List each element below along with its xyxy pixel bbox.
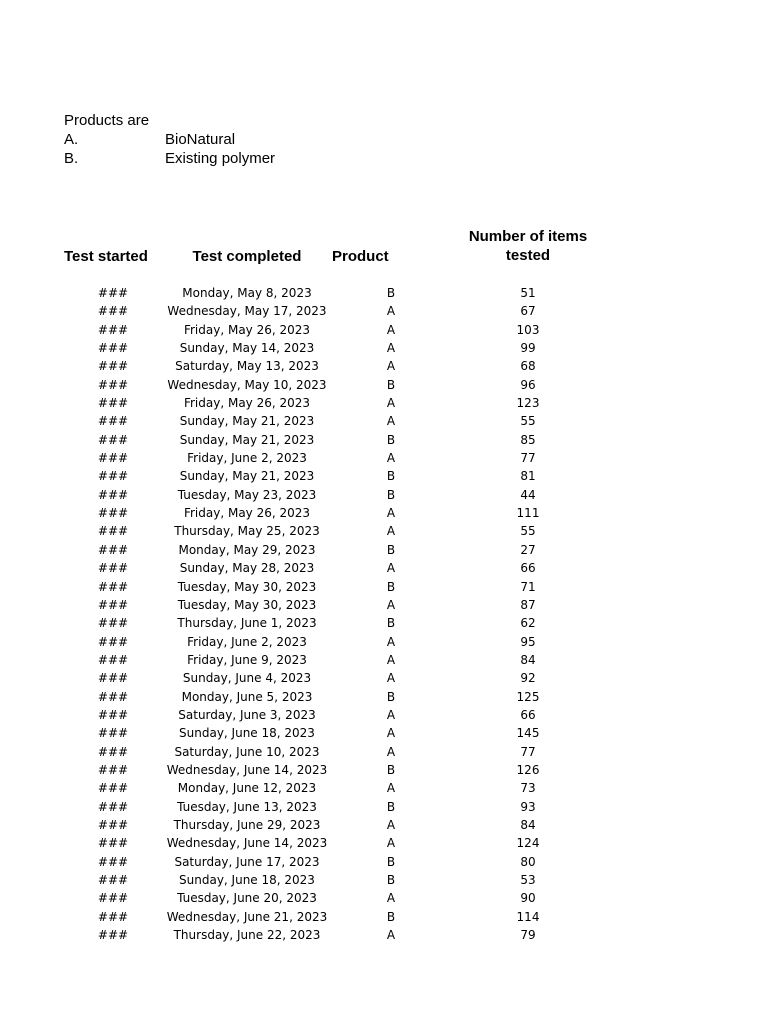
table-row (0, 412, 768, 430)
cell-test-completed[interactable]: Saturday, June 17, 2023 (174, 854, 320, 869)
table-row (0, 761, 768, 779)
cell-product[interactable]: B (386, 469, 396, 484)
table-row (0, 908, 768, 926)
cell-test-started[interactable]: ### (97, 726, 129, 741)
cell-number-of-items[interactable]: 71 (520, 579, 536, 594)
cell-test-completed[interactable]: Friday, May 26, 2023 (183, 396, 311, 411)
table-row (0, 743, 768, 761)
header-number-of-items-tested[interactable]: Number of items tested (468, 228, 588, 264)
table-row (0, 467, 768, 485)
cell-product[interactable]: A (386, 928, 396, 943)
cell-test-started[interactable]: ### (97, 341, 129, 356)
cell-test-completed[interactable]: Monday, May 29, 2023 (178, 542, 316, 557)
cell-number-of-items[interactable]: 55 (520, 524, 536, 539)
cell-number-of-items[interactable]: 99 (520, 341, 536, 356)
cell-test-completed[interactable]: Tuesday, June 20, 2023 (177, 891, 317, 906)
table-row (0, 394, 768, 412)
cell-test-started[interactable]: ### (97, 304, 129, 319)
cell-product[interactable]: B (386, 286, 396, 300)
cell-test-started[interactable]: ### (97, 928, 129, 943)
cell-number-of-items[interactable]: 73 (520, 781, 536, 796)
cell-test-started[interactable]: ### (97, 396, 129, 411)
cell-number-of-items[interactable]: 77 (520, 451, 536, 466)
table-row (0, 724, 768, 742)
cell-test-completed[interactable]: Saturday, June 10, 2023 (174, 744, 320, 759)
cell-number-of-items[interactable]: 53 (520, 873, 536, 887)
cell-test-started[interactable]: ### (97, 359, 129, 374)
cell-test-completed[interactable]: Sunday, June 18, 2023 (179, 726, 315, 741)
cell-number-of-items[interactable]: 145 (516, 726, 540, 741)
cell-product[interactable]: A (386, 671, 396, 686)
cell-test-started[interactable]: ### (97, 873, 129, 887)
table-row (0, 834, 768, 852)
table-row (0, 871, 768, 889)
table-row (0, 614, 768, 632)
cell-test-started[interactable]: ### (97, 414, 129, 429)
cell-test-started[interactable]: ### (97, 836, 129, 851)
cell-product[interactable]: A (386, 781, 396, 796)
cell-test-started[interactable]: ### (97, 744, 129, 759)
cell-test-started[interactable]: ### (97, 561, 129, 576)
legend-heading: Products are (64, 112, 150, 129)
cell-number-of-items[interactable]: 55 (520, 414, 536, 429)
cell-test-completed[interactable]: Tuesday, June 13, 2023 (177, 799, 317, 814)
cell-number-of-items[interactable]: 124 (516, 836, 540, 851)
cell-product[interactable]: A (386, 322, 396, 337)
cell-product[interactable]: B (386, 432, 396, 447)
cell-product[interactable]: B (386, 689, 396, 704)
cell-product[interactable]: B (386, 542, 396, 557)
cell-test-completed[interactable]: Sunday, May 21, 2023 (179, 469, 315, 484)
cell-test-completed[interactable]: Wednesday, May 17, 2023 (167, 304, 327, 319)
cell-test-completed[interactable]: Sunday, May 21, 2023 (179, 432, 315, 447)
cell-test-started[interactable]: ### (97, 909, 129, 924)
cell-number-of-items[interactable]: 95 (520, 634, 536, 649)
cell-number-of-items[interactable]: 79 (520, 928, 536, 943)
cell-number-of-items[interactable]: 27 (520, 542, 536, 557)
header-product[interactable]: Product (332, 248, 389, 265)
table-row (0, 706, 768, 724)
cell-product[interactable]: A (386, 652, 396, 667)
cell-number-of-items[interactable]: 68 (520, 359, 536, 374)
cell-test-completed[interactable]: Sunday, May 28, 2023 (179, 561, 315, 576)
legend-key-a: A. (64, 131, 79, 148)
cell-number-of-items[interactable]: 66 (520, 707, 536, 722)
cell-number-of-items[interactable]: 123 (516, 396, 540, 411)
table-row (0, 578, 768, 596)
cell-test-started[interactable]: ### (97, 487, 129, 502)
cell-test-started[interactable]: ### (97, 671, 129, 686)
table-row (0, 779, 768, 797)
cell-test-completed[interactable]: Saturday, May 13, 2023 (175, 359, 319, 374)
cell-number-of-items[interactable]: 96 (520, 377, 536, 392)
cell-product[interactable]: A (386, 396, 396, 411)
cell-product[interactable]: A (386, 744, 396, 759)
cell-test-started[interactable]: ### (97, 377, 129, 392)
table-row (0, 559, 768, 577)
cell-test-started[interactable]: ### (97, 854, 129, 869)
cell-product[interactable]: B (386, 873, 396, 887)
cell-number-of-items[interactable]: 92 (520, 671, 536, 686)
cell-product[interactable]: A (386, 891, 396, 906)
legend-heading-row (64, 111, 149, 130)
cell-number-of-items[interactable]: 84 (520, 817, 536, 832)
cell-product[interactable]: A (386, 359, 396, 374)
cell-product[interactable]: B (386, 909, 396, 924)
cell-product[interactable]: A (386, 634, 396, 649)
cell-product[interactable]: A (386, 707, 396, 722)
cell-number-of-items[interactable]: 103 (516, 322, 540, 337)
table-row (0, 522, 768, 540)
table-row (0, 302, 768, 320)
table-header (0, 227, 768, 267)
cell-test-started[interactable]: ### (97, 616, 129, 631)
cell-product[interactable]: A (386, 341, 396, 356)
cell-product[interactable]: A (386, 817, 396, 832)
cell-test-completed[interactable]: Sunday, June 18, 2023 (179, 873, 315, 887)
legend-value-b: Existing polymer (165, 150, 276, 167)
cell-test-completed[interactable]: Monday, June 5, 2023 (181, 689, 313, 704)
table-row (0, 504, 768, 522)
cell-test-completed[interactable]: Wednesday, May 10, 2023 (167, 377, 327, 392)
cell-number-of-items[interactable]: 77 (520, 744, 536, 759)
cell-product[interactable]: A (386, 561, 396, 576)
cell-product[interactable]: B (386, 377, 396, 392)
cell-test-completed[interactable]: Wednesday, June 14, 2023 (166, 836, 328, 851)
table-row (0, 376, 768, 394)
cell-test-completed[interactable]: Friday, June 2, 2023 (187, 451, 307, 466)
cell-test-completed[interactable]: Wednesday, June 21, 2023 (166, 909, 328, 924)
cell-test-completed[interactable]: Thursday, June 1, 2023 (177, 616, 317, 631)
cell-number-of-items[interactable]: 66 (520, 561, 536, 576)
cell-product[interactable]: A (386, 597, 396, 612)
cell-test-started[interactable]: ### (97, 451, 129, 466)
legend-row-a (64, 130, 236, 149)
cell-test-started[interactable]: ### (97, 597, 129, 612)
cell-test-started[interactable]: ### (97, 781, 129, 796)
table-row (0, 669, 768, 687)
table-row (0, 339, 768, 357)
cell-test-completed[interactable]: Thursday, June 22, 2023 (173, 928, 321, 943)
cell-number-of-items[interactable]: 44 (520, 487, 536, 502)
cell-number-of-items[interactable]: 81 (520, 469, 536, 484)
table-row (0, 651, 768, 669)
cell-test-started[interactable]: ### (97, 707, 129, 722)
cell-test-started[interactable]: ### (97, 799, 129, 814)
cell-product[interactable]: A (386, 726, 396, 741)
legend-value-a: BioNatural (165, 131, 236, 148)
table-row (0, 357, 768, 375)
cell-test-started[interactable]: ### (97, 891, 129, 906)
cell-test-completed[interactable]: Sunday, May 21, 2023 (179, 414, 315, 429)
table-row (0, 633, 768, 651)
cell-number-of-items[interactable]: 87 (520, 597, 536, 612)
cell-product[interactable]: A (386, 524, 396, 539)
table-row (0, 853, 768, 871)
cell-product[interactable]: A (386, 836, 396, 851)
cell-test-started[interactable]: ### (97, 579, 129, 594)
cell-test-completed[interactable]: Thursday, May 25, 2023 (174, 524, 320, 539)
cell-test-completed[interactable]: Sunday, May 14, 2023 (179, 341, 315, 356)
cell-test-started[interactable]: ### (97, 689, 129, 704)
cell-test-completed[interactable]: Tuesday, May 30, 2023 (177, 579, 317, 594)
cell-test-started[interactable]: ### (97, 322, 129, 337)
cell-product[interactable]: A (386, 414, 396, 429)
cell-test-started[interactable]: ### (97, 286, 129, 300)
cell-test-completed[interactable]: Monday, June 12, 2023 (177, 781, 317, 796)
cell-test-started[interactable]: ### (97, 817, 129, 832)
cell-test-started[interactable]: ### (97, 506, 129, 521)
cell-product[interactable]: B (386, 799, 396, 814)
cell-number-of-items[interactable]: 67 (520, 304, 536, 319)
table-row (0, 596, 768, 614)
cell-number-of-items[interactable]: 62 (520, 616, 536, 631)
cell-product[interactable]: A (386, 304, 396, 319)
cell-test-completed[interactable]: Thursday, June 29, 2023 (173, 817, 321, 832)
cell-number-of-items[interactable]: 114 (516, 909, 540, 924)
cell-product[interactable]: A (386, 506, 396, 521)
cell-test-completed[interactable]: Tuesday, May 23, 2023 (177, 487, 317, 502)
cell-product[interactable]: B (386, 616, 396, 631)
cell-test-started[interactable]: ### (97, 762, 129, 777)
legend-key-b: B. (64, 150, 79, 167)
cell-test-started[interactable]: ### (97, 652, 129, 667)
cell-test-started[interactable]: ### (97, 469, 129, 484)
cell-product[interactable]: B (386, 762, 396, 777)
cell-number-of-items[interactable]: 111 (516, 506, 540, 521)
cell-product[interactable]: A (386, 451, 396, 466)
cell-test-completed[interactable]: Tuesday, May 30, 2023 (177, 597, 317, 612)
table-row (0, 321, 768, 339)
legend-row-b (64, 149, 276, 168)
table-row (0, 431, 768, 449)
header-test-started[interactable]: Test started (64, 248, 148, 265)
table-row (0, 449, 768, 467)
cell-product[interactable]: B (386, 579, 396, 594)
cell-test-completed[interactable]: Monday, May 8, 2023 (182, 286, 312, 300)
cell-product[interactable]: B (386, 487, 396, 502)
cell-test-completed[interactable]: Friday, June 9, 2023 (187, 652, 307, 667)
test-data-table (0, 284, 768, 944)
cell-test-completed[interactable]: Sunday, June 4, 2023 (182, 671, 312, 686)
table-row (0, 798, 768, 816)
products-legend (64, 111, 276, 168)
cell-test-completed[interactable]: Friday, May 26, 2023 (183, 506, 311, 521)
header-test-completed[interactable]: Test completed (192, 248, 302, 265)
cell-number-of-items[interactable]: 85 (520, 432, 536, 447)
cell-test-started[interactable]: ### (97, 524, 129, 539)
cell-number-of-items[interactable]: 51 (520, 286, 536, 300)
table-row (0, 816, 768, 834)
cell-test-completed[interactable]: Friday, June 2, 2023 (187, 634, 307, 649)
cell-number-of-items[interactable]: 126 (516, 762, 540, 777)
cell-test-started[interactable]: ### (97, 432, 129, 447)
cell-test-completed[interactable]: Saturday, June 3, 2023 (178, 707, 316, 722)
cell-product[interactable]: B (386, 854, 396, 869)
cell-test-completed[interactable]: Wednesday, June 14, 2023 (166, 762, 328, 777)
table-row (0, 284, 768, 302)
cell-number-of-items[interactable]: 90 (520, 891, 536, 906)
cell-test-started[interactable]: ### (97, 634, 129, 649)
cell-test-completed[interactable]: Friday, May 26, 2023 (183, 322, 311, 337)
cell-number-of-items[interactable]: 93 (520, 799, 536, 814)
cell-number-of-items[interactable]: 125 (516, 689, 540, 704)
table-row (0, 541, 768, 559)
cell-number-of-items[interactable]: 84 (520, 652, 536, 667)
table-row (0, 926, 768, 944)
cell-test-started[interactable]: ### (97, 542, 129, 557)
table-row (0, 889, 768, 907)
table-row (0, 486, 768, 504)
table-row (0, 688, 768, 706)
cell-number-of-items[interactable]: 80 (520, 854, 536, 869)
